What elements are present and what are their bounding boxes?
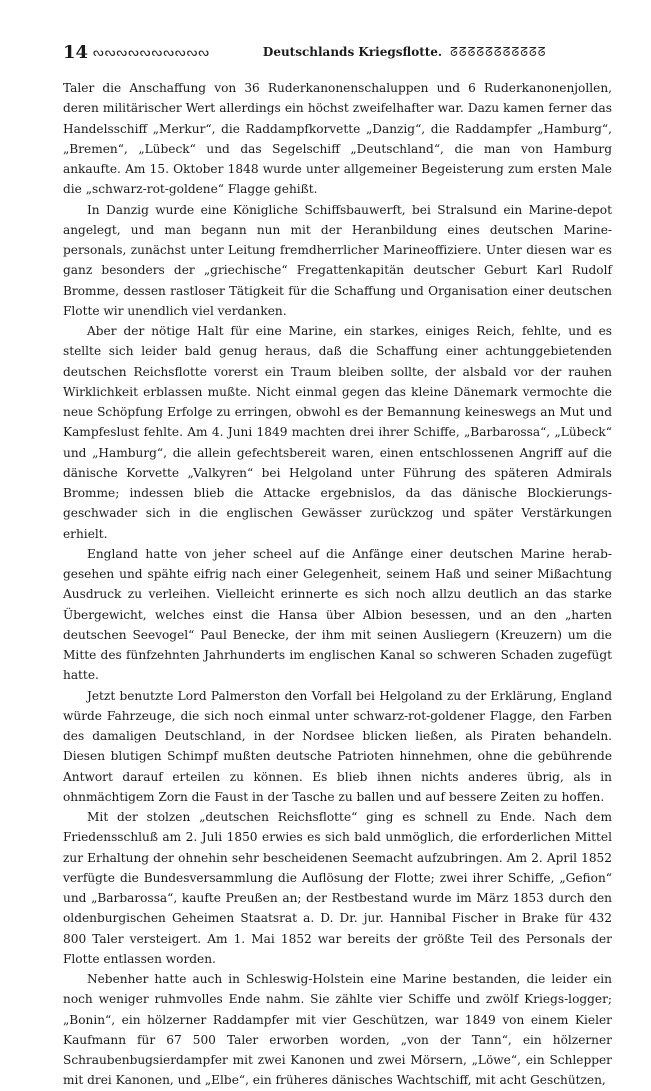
paragraph: Aber der nötige Halt für eine Marine, ein starkes, einiges Reich, fehlte, und es stellte sich leider bald genug heraus, daß die Schaffung einer achtunggebietenden deutschen Reichsflotte vorerst ein Traum bleiben sollte, der alsbald vor der rauhen Wirklichkeit erblassen mußte. Nicht einmal gegen das kleine Dänemark vermochte die neue Schöpfung Erfolge zu erringen, obwohl es der Bemannung keineswegs an Mut und Kampfeslust fehlte. Am 4. Juni 1849 machten drei ihrer Schiffe, „Barbarossa“, „Lübeck“ und „Hamburg“, die allein gefechtsbereit waren, einen entschlossenen Angriff auf die dänische Korvette „Valkyren“ bei Helgoland unter Führung des späteren Admirals Bromme; indessen blieb die Attacke ergebnislos, da das dänische Blockierungs-geschwader sich in die englischen Gewässer zurückzog und später Verstärkungen erhielt. [63,324,612,541]
paragraph: England hatte von jeher scheel auf die Anfänge einer deutschen Marine herab-gesehen und spähte eifrig nach einer Gelegenheit, seinem Haß und seiner Mißachtung Ausdruck zu verleihen. Vielleicht erinnerte es sich noch allzu deutlich an das starke Übergewicht, welches einst die Hansa über Albion besessen, und an den „harten deutschen Seevogel“ Paul Benecke, der ihm mit seinen Ausliegern (Kreuzern) um die Mitte des fünfzehnten Jahrhunderts im englischen Kanal so schweren Schaden zugefügt hatte. [63,546,612,683]
header-ornament-right: ᘔᘔᘔᘔᘔᘔᘔᘔᘔᘔᘔ [450,44,547,59]
paragraph: Nebenher hatte auch in Schleswig-Holstein eine Marine bestanden, die leider ein noch weniger ruhmvolles Ende nahm. Sie zählte vier Schiffe und zwölf Kriegs-logger; „Bonin“, ein hölzerner Raddampfer mit vier Geschützen, war 1849 von einem Kieler Kaufmann für 67 500 Taler erworben worden, „von der Tann“, ein hölzerner Schraubenbugsierdampfer mit zwei Kanonen und zwei Mörsern, „Löwe“, ein Schlepper mit drei Kanonen, und „Elbe“, ein früheres dänisches Wachtschiff, mit acht Geschützen, [63,972,612,1088]
paragraph: Mit der stolzen „deutschen Reichsflotte“ ging es schnell zu Ende. Nach dem Friedensschluß am 2. Juli 1850 erwies es sich bald unmöglich, die erforderlichen Mittel zur Erhaltung der ohnehin sehr bescheidenen Seemacht aufzubringen. Am 2. April 1852 verfügte die Bundesversammlung die Auflösung der Flotte; zwei ihrer Schiffe, „Gefion“ und „Barbarossa“, kaufte Preußen an; der Restbestand wurde im März 1853 durch den oldenburgischen Geheimen Staatsrat a. D. Dr. jur. Hannibal Fischer in Brake für 432 800 Taler versteigert. Am 1. Mai 1852 war bereits der größte Teil des Personals der Flotte entlassen worden. [63,810,612,966]
paragraph: In Danzig wurde eine Königliche Schiffsbauwerft, bei Stralsund ein Marine-depot angelegt, und man begann nun mit der Heranbildung eines deutschen Marine-personals, zunächst unter Leitung fremdherrlicher Marineoffiziere. Unter diesen war es ganz besonders der „griechische“ Fregattenkapitän deutscher Geburt Karl Rudolf Bromme, dessen rastloser Tätigkeit für die Schaffung und Organisation einer deutschen Flotte wir unendlich viel verdanken. [63,202,612,318]
running-title: Deutschlands Kriegsflotte. [262,45,443,59]
paragraph: Taler die Anschaffung von 36 Ruderkanonenschaluppen und 6 Ruderkanonenjollen, deren militärischer Wert allerdings ein höchst zweifelhafter war. Dazu kamen ferner das Handelsschiff „Merkur“, die Raddampfkorvette „Danzig“, die Raddampfer „Hamburg“, „Bremen“, „Lübeck“ und das Segelschiff „Deutschland“, die man von Hamburg ankaufte. Am 15. Oktober 1848 wurde unter allgemeiner Begeisterung zum ersten Male die „schwarz-rot-goldene“ Flagge gehißt. [63,81,612,197]
page-number: 14 [63,41,89,63]
paragraph: Jetzt benutzte Lord Palmerston den Vorfall bei Helgoland zu der Erklärung, England würde Fahrzeuge, die sich noch einmal unter schwarz-rot-goldener Flagge, den Farben des damaligen Deutschland, in der Nordsee blicken ließen, als Piraten behandeln. Diesen blutigen Schimpf mußten deutsche Patrioten hinnehmen, ohne die gebührende Antwort darauf erteilen zu können. Es blieb ihnen nichts anderes übrig, als in ohnmächtigem Zorn die Faust in der Tasche zu ballen und auf bessere Zeiten zu hoffen. [63,688,612,804]
book-page [63,40,612,1091]
page-header [63,40,612,64]
body-text [63,78,612,1091]
header-ornament-left: ᔓᔓᔓᔓᔓᔓᔓᔓᔓᔓ [93,45,210,59]
